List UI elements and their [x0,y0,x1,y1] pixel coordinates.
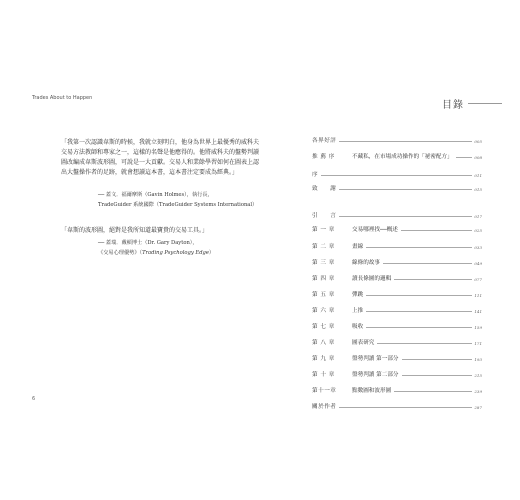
toc-leader-line [366,247,472,248]
toc-entry[interactable] [312,384,482,394]
toc-entry-label: 第 十 章 [312,372,335,378]
toc-entry[interactable] [312,320,482,330]
toc-entry-label: 關於作者 [312,404,337,410]
toc-entry-page: 011 [474,173,482,178]
toc-entry[interactable] [312,240,482,250]
toc-entry[interactable] [312,400,482,410]
toc-entry-page: 159 [474,325,482,330]
toc-leader-line [383,263,472,264]
toc-entry[interactable] [312,134,482,144]
toc-leader-line [366,295,472,296]
toc-entry-title: 吸收 [352,324,364,330]
toc-leader-line [401,230,472,231]
toc-entry-page: 193 [474,357,482,362]
toc-entry-page: 033 [474,245,482,250]
toc-leader-line [402,375,473,376]
toc-heading-rule [468,103,502,104]
toc-entry-label: 引 言 [312,213,337,219]
attribution-2-line-1: ── 蓋瑞．戴頓博士（Dr. Gary Dayton）， [98,240,198,246]
toc-leader-line [321,175,472,176]
toc-entry-label: 第十一章 [312,388,337,394]
toc-entry-label: 第 七 章 [312,324,335,330]
book-title-close: ） [208,250,215,256]
toc-entry-page: 077 [474,277,482,282]
toc-heading-label: 目錄 [442,100,464,111]
toc-entry[interactable] [312,368,482,378]
toc-entry-label: 推 薦 序 [312,154,335,160]
running-head: Trades About to Happen [32,95,93,101]
attribution-1-line-1: ── 蓋文．福爾摩斯（Gavin Holmes），執行長， [98,192,213,198]
endorsement-attribution-1 [98,190,258,210]
toc-entry-label: 第 四 章 [312,276,335,282]
toc-entry-title: 線條的故事 [352,260,380,266]
right-page [272,78,496,422]
toc-entry-title: 不藏私，在市場成功操作的「祕密配方」 [352,154,453,160]
toc-leader-line [394,279,472,280]
toc-entry[interactable] [312,288,482,298]
toc-leader-line [339,216,472,217]
toc-entry-page: 141 [474,309,482,314]
toc-entry-page: 017 [474,214,482,219]
endorsement-quote-2: 「韋斯的波形圖，絕對是我所知道最寶貴的交易工具。」 [61,227,209,234]
toc-entry-page: 287 [474,405,482,410]
book-title-zh: 《交易心理優勢》（ [98,250,143,256]
toc-leader-line [402,359,473,360]
page-number: 6 [32,396,36,402]
toc-entry-page: 111 [474,293,482,298]
toc-entry[interactable] [312,209,482,219]
toc-entry-label: 致 謝 [312,186,337,192]
toc-entry-label: 序 [312,172,319,178]
toc-leader-line [366,327,472,328]
toc-leader-line [339,407,472,408]
toc-entry[interactable] [312,256,482,266]
toc-entry-page: 008 [474,155,482,160]
toc-entry-label: 第 二 章 [312,244,335,250]
toc-entry-label: 第 六 章 [312,308,335,314]
toc-entry-label: 第 三 章 [312,260,335,266]
toc-leader-line [339,189,472,190]
toc-entry-page: 015 [474,187,482,192]
toc-entry-title: 盤勢判讀 第二部分 [352,372,399,378]
book-title-en: Trading Psychology Edge [142,250,209,256]
toc-entry-label: 第 一 章 [312,227,335,233]
toc-leader-line [377,343,472,344]
toc-entry[interactable] [312,150,482,160]
attribution-1-line-2: TradeGuider 系統國際（TradeGuider Systems International） [98,202,258,208]
attribution-2-line-2 [98,248,266,258]
toc-entry[interactable] [312,352,482,362]
toc-entry[interactable] [312,304,482,314]
toc-leader-line [339,141,472,142]
toc-leader-line [366,311,472,312]
left-page [24,78,268,422]
toc-entry[interactable] [312,336,482,346]
toc-entry-title: 彈跳 [352,292,364,298]
toc-entry-title: 盤勢判讀 第一部分 [352,356,399,362]
toc-entry-title: 讀長條圖的邏輯 [352,276,392,282]
toc-entry-page: 005 [474,139,482,144]
toc-leader-line [394,391,472,392]
toc-entry[interactable] [312,168,482,178]
endorsement-attribution-2 [98,238,266,258]
endorsement-quote-1: 「我第一次認識韋斯的時候，我就立刻明白，他身為世界上最優秀的威科夫交易方法教師和專家之一，這樣的名聲是他應得的。他將威科夫的盤勢判讀圖改編成韋斯波形圖，可說是一大貢獻。交易人和業餘學習如何在圖表上認出大盤操作者的足跡，就會想讀這本書，這本書注定要成為經典。」 [61,139,260,176]
toc-entry-title: 點數圖和波形圖 [352,388,392,394]
toc-entry-page: 049 [474,261,482,266]
toc-entry-page: 215 [474,373,482,378]
toc-entry-label: 第 八 章 [312,340,335,346]
toc-entry-title: 畫線 [352,244,364,250]
toc-entry-label: 第 九 章 [312,356,335,362]
toc-entry-page: 171 [474,341,482,346]
toc-entry[interactable] [312,182,482,192]
toc-entry-title: 交易哪裡找──概述 [352,227,398,233]
toc-leader-line [456,157,473,158]
toc-entry-title: 上推 [352,308,364,314]
toc-entry[interactable] [312,272,482,282]
toc-entry-label: 第 五 章 [312,292,335,298]
toc-entry-page: 239 [474,389,482,394]
toc-entry[interactable] [312,223,482,233]
toc-entry-label: 各界好評 [312,138,337,144]
toc-entry-page: 025 [474,228,482,233]
toc-entry-title: 圖表研究 [352,340,375,346]
toc-heading [442,96,502,111]
